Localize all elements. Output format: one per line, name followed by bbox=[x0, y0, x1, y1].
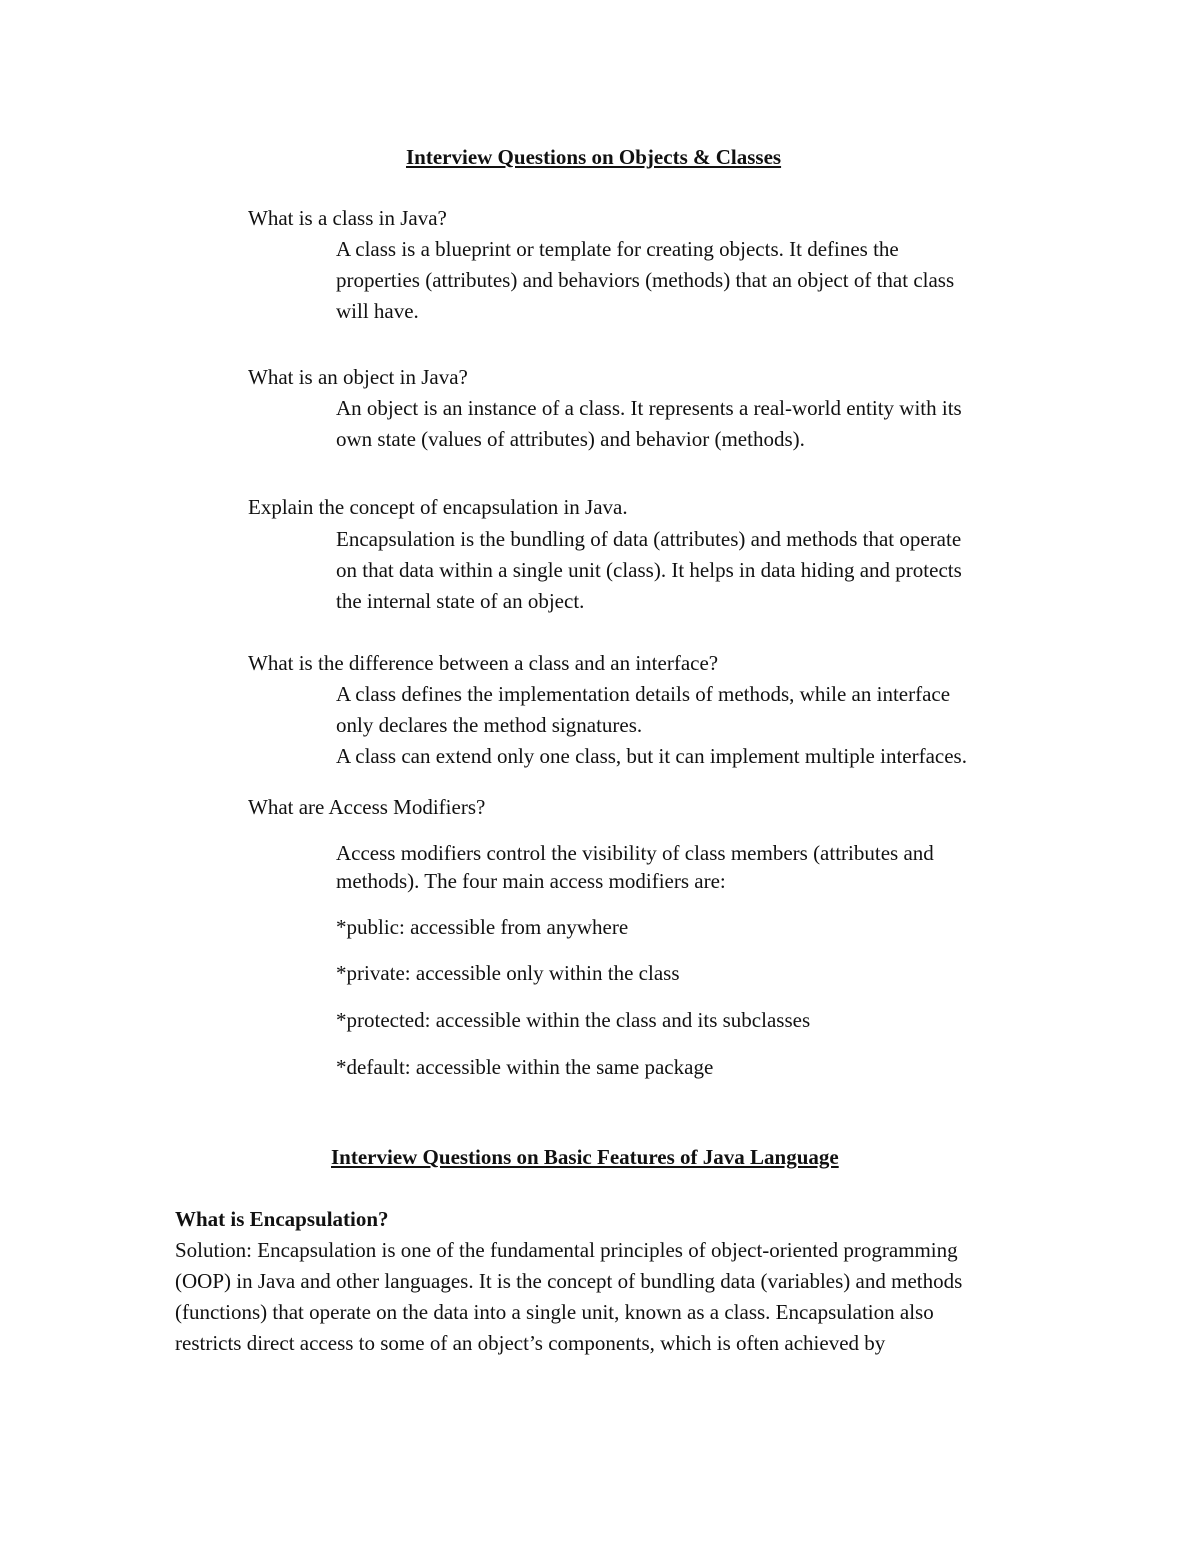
answer-line: own state (values of attributes) and behavior (methods). bbox=[336, 427, 805, 451]
solution-line: (functions) that operate on the data into a single unit, known as a class. Encapsulation also bbox=[175, 1300, 934, 1324]
answer-line: Encapsulation is the bundling of data (attributes) and methods that operate bbox=[336, 527, 962, 551]
answer-line: on that data within a single unit (class). It helps in data hiding and protects bbox=[336, 558, 962, 582]
solution-line: restricts direct access to some of an object’s components, which is often achieved by bbox=[175, 1331, 886, 1355]
modifier-private: *private: accessible only within the class bbox=[336, 961, 680, 985]
answer-line: only declares the method signatures. bbox=[336, 713, 643, 737]
question-class-vs-interface: What is the difference between a class and an interface? bbox=[248, 651, 719, 675]
answer-line: A class can extend only one class, but it can implement multiple interfaces. bbox=[336, 744, 967, 768]
solution-line: Solution: Encapsulation is one of the fundamental principles of object-oriented programming bbox=[175, 1238, 958, 1262]
solution-line: (OOP) in Java and other languages. It is the concept of bundling data (variables) and methods bbox=[175, 1269, 963, 1293]
answer-line: A class defines the implementation details of methods, while an interface bbox=[336, 682, 951, 706]
answer-line: the internal state of an object. bbox=[336, 589, 585, 613]
answer-line: A class is a blueprint or template for creating objects. It defines the bbox=[336, 237, 899, 261]
modifier-default: *default: accessible within the same package bbox=[336, 1055, 714, 1079]
answer-line: methods). The four main access modifiers are: bbox=[336, 869, 726, 893]
modifier-protected: *protected: accessible within the class and its subclasses bbox=[336, 1008, 811, 1032]
question-object: What is an object in Java? bbox=[248, 365, 468, 389]
question-access-modifiers: What are Access Modifiers? bbox=[248, 795, 486, 819]
modifier-public: *public: accessible from anywhere bbox=[336, 915, 629, 939]
question-class: What is a class in Java? bbox=[248, 206, 447, 230]
answer-line: will have. bbox=[336, 299, 419, 323]
answer-line: properties (attributes) and behaviors (methods) that an object of that class bbox=[336, 268, 955, 292]
section-title-basic-features: Interview Questions on Basic Features of Java Language bbox=[331, 1145, 839, 1169]
section-title-objects-classes: Interview Questions on Objects & Classes bbox=[406, 145, 782, 169]
question-encapsulation: Explain the concept of encapsulation in Java. bbox=[248, 495, 628, 519]
answer-line: Access modifiers control the visibility of class members (attributes and bbox=[336, 841, 934, 865]
question-what-is-encapsulation: What is Encapsulation? bbox=[175, 1207, 389, 1231]
answer-line: An object is an instance of a class. It represents a real-world entity with its bbox=[336, 396, 962, 420]
